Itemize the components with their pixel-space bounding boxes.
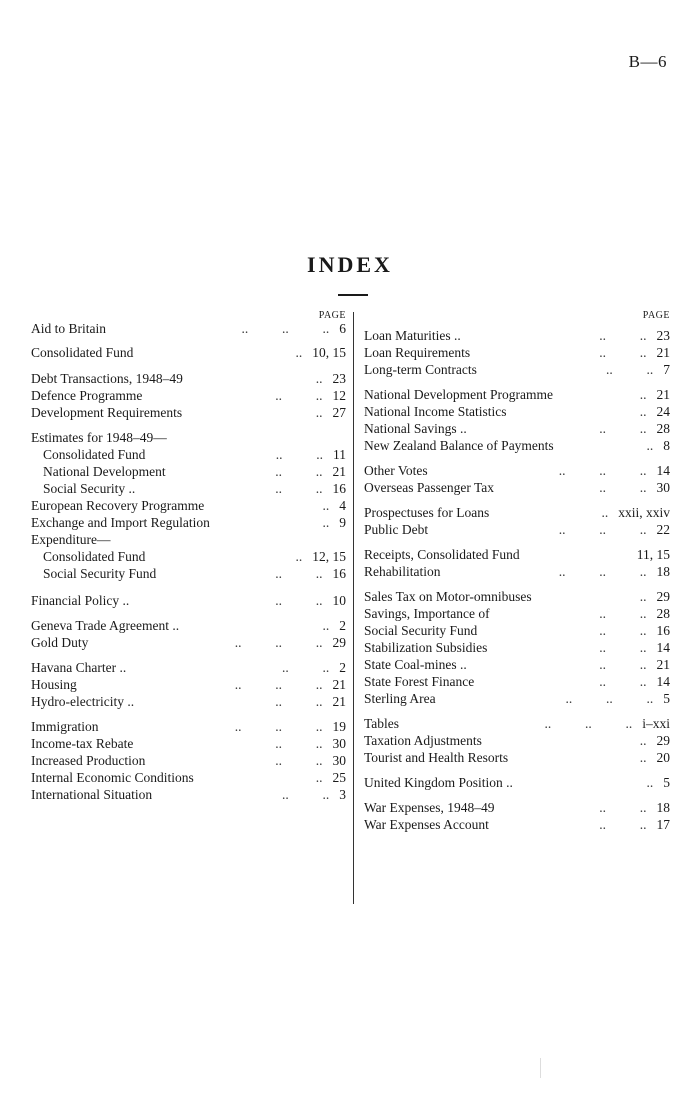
entry-label: Estimates for 1948–49— — [31, 430, 167, 445]
entry-page: xxii, xxiv — [618, 505, 670, 520]
entry-label: International Situation — [31, 787, 153, 802]
leader-dots: .. .. — [599, 328, 647, 343]
entry-page: 21 — [332, 694, 346, 709]
leader-dots: .. .. .. — [234, 635, 323, 650]
leader-dots: .. .. — [282, 660, 330, 675]
leader-dots: .. — [295, 345, 303, 360]
leader-dots: .. .. — [275, 447, 323, 462]
entry-label: United Kingdom Position .. — [364, 775, 513, 790]
index-entry — [364, 690, 670, 707]
page-title: INDEX — [307, 252, 393, 277]
index-entry — [31, 634, 346, 651]
entry-label: Income-tax Rebate — [31, 736, 134, 751]
index-entry — [31, 370, 346, 387]
index-entry — [31, 548, 346, 565]
index-entry — [364, 673, 670, 690]
entry-page: 11, 15 — [636, 547, 670, 562]
entry-label: Loan Maturities .. — [364, 328, 461, 343]
entry-page: 14 — [656, 674, 670, 689]
entry-page: 12, 15 — [312, 549, 346, 564]
index-entry — [364, 386, 670, 403]
entry-label: Social Security Fund — [364, 623, 478, 638]
entry-label: Consolidated Fund — [43, 447, 146, 462]
index-entry — [364, 521, 670, 538]
entry-page: 14 — [656, 463, 670, 478]
entry-label: State Forest Finance — [364, 674, 475, 689]
index-entry — [364, 715, 670, 732]
entry-label: Public Debt — [364, 522, 429, 537]
leader-dots: .. — [315, 371, 323, 386]
entry-label: National Development Programme — [364, 387, 553, 402]
entry-page: 23 — [656, 328, 670, 343]
leader-dots: .. .. .. — [234, 677, 323, 692]
index-entry — [31, 387, 346, 404]
index-entry — [364, 479, 670, 496]
entry-page: 21 — [656, 387, 670, 402]
entry-label: Other Votes — [364, 463, 428, 478]
entry-label: Tables — [364, 716, 400, 731]
column-divider — [353, 312, 354, 904]
leader-dots: .. .. .. — [565, 691, 654, 706]
entry-label: Hydro-electricity .. — [31, 694, 135, 709]
entry-label: War Expenses, 1948–49 — [364, 800, 495, 815]
entry-label: Debt Transactions, 1948–49 — [31, 371, 183, 386]
entry-page: 8 — [663, 438, 670, 453]
leader-dots: .. .. — [275, 694, 323, 709]
entry-label: Defence Programme — [31, 388, 143, 403]
entry-page: 16 — [656, 623, 670, 638]
page-number: B—6 — [628, 52, 667, 71]
entry-label: Sterling Area — [364, 691, 436, 706]
leader-dots: .. .. — [275, 753, 323, 768]
leader-dots: .. .. — [275, 736, 323, 751]
index-entry — [364, 437, 670, 454]
leader-dots: .. .. .. — [241, 321, 330, 336]
index-entry — [31, 718, 346, 735]
entry-label: Loan Requirements — [364, 345, 471, 360]
leader-dots: .. .. — [599, 623, 647, 638]
entry-page: 3 — [339, 787, 346, 802]
entry-label: Expenditure— — [31, 532, 111, 547]
entry-label: Social Security .. — [43, 481, 136, 496]
index-entry — [364, 749, 670, 766]
index-entry — [31, 786, 346, 803]
entry-label: Geneva Trade Agreement .. — [31, 618, 180, 633]
index-entry — [31, 514, 346, 531]
entry-page: 5 — [663, 775, 670, 790]
entry-label: Long-term Contracts — [364, 362, 477, 377]
entry-label: Taxation Adjustments — [364, 733, 482, 748]
index-entry — [31, 769, 346, 786]
entry-page: 18 — [656, 800, 670, 815]
entry-page: 28 — [656, 421, 670, 436]
entry-page: 2 — [339, 660, 346, 675]
index-entry — [31, 592, 346, 609]
entry-page: 6 — [339, 321, 346, 336]
index-entry — [31, 659, 346, 676]
leader-dots: .. .. — [275, 388, 323, 403]
left-page-heading: PAGE — [318, 310, 346, 321]
entry-label: Gold Duty — [31, 635, 89, 650]
leader-dots: .. .. — [275, 593, 323, 608]
leader-dots: .. — [646, 438, 654, 453]
leader-dots: .. — [315, 405, 323, 420]
leader-dots: .. .. — [599, 480, 647, 495]
scan-mark — [540, 1058, 541, 1078]
entry-label: Increased Production — [31, 753, 146, 768]
leader-dots: .. — [322, 618, 330, 633]
entry-label: Financial Policy .. — [31, 593, 130, 608]
index-entry — [364, 816, 670, 833]
index-entry — [364, 639, 670, 656]
entry-page: 18 — [656, 564, 670, 579]
entry-page: 21 — [332, 464, 346, 479]
entry-label: Tourist and Health Resorts — [364, 750, 509, 765]
entry-page: 21 — [656, 345, 670, 360]
entry-label: Immigration — [31, 719, 99, 734]
entry-page: 30 — [332, 753, 346, 768]
index-entry — [31, 429, 346, 446]
index-entry — [31, 676, 346, 693]
index-entry — [31, 735, 346, 752]
index-entry — [364, 774, 670, 791]
leader-dots: .. .. — [599, 800, 647, 815]
entry-page: 12 — [332, 388, 346, 403]
index-entry — [31, 693, 346, 710]
leader-dots: .. .. — [599, 345, 647, 360]
entry-label: National Development — [43, 464, 166, 479]
index-entry — [364, 563, 670, 580]
entry-page: 16 — [332, 566, 346, 581]
entry-label: Rehabilitation — [364, 564, 441, 579]
index-entry — [31, 531, 346, 548]
entry-label: Overseas Passenger Tax — [364, 480, 495, 495]
entry-page: 10, 15 — [312, 345, 346, 360]
leader-dots: .. — [322, 515, 330, 530]
index-entry — [31, 497, 346, 514]
leader-dots: .. .. — [599, 606, 647, 621]
entry-page: 5 — [663, 691, 670, 706]
entry-page: 24 — [656, 404, 670, 419]
index-entry — [364, 361, 670, 378]
entry-page: 28 — [656, 606, 670, 621]
index-entry — [31, 344, 346, 361]
index-entry — [364, 403, 670, 420]
leader-dots: .. — [639, 404, 647, 419]
leader-dots: .. — [646, 775, 654, 790]
entry-label: Exchange and Import Regulation — [31, 515, 210, 530]
entry-page: 23 — [332, 371, 346, 386]
leader-dots: .. — [639, 733, 647, 748]
entry-page: 16 — [332, 481, 346, 496]
leader-dots: .. — [295, 549, 303, 564]
entry-page: 29 — [656, 733, 670, 748]
entry-page: 10 — [332, 593, 346, 608]
entry-label: Consolidated Fund — [31, 345, 134, 360]
index-entry — [364, 344, 670, 361]
index-entry — [364, 420, 670, 437]
index-entry — [31, 446, 346, 463]
entry-page: i–xxi — [642, 716, 670, 731]
leader-dots: .. .. — [275, 566, 323, 581]
entry-page: 11 — [333, 447, 346, 462]
leader-dots: .. .. .. — [558, 463, 647, 478]
entry-page: 30 — [332, 736, 346, 751]
entry-label: Aid to Britain — [31, 321, 106, 336]
leader-dots: .. — [639, 387, 647, 402]
entry-page: 21 — [332, 677, 346, 692]
leader-dots: .. — [639, 589, 647, 604]
entry-label: National Income Statistics — [364, 404, 507, 419]
entry-page: 9 — [339, 515, 346, 530]
entry-label: New Zealand Balance of Payments — [364, 438, 554, 453]
entry-label: Savings, Importance of — [364, 606, 490, 621]
entry-page: 2 — [339, 618, 346, 633]
index-entry — [364, 656, 670, 673]
entry-label: War Expenses Account — [364, 817, 489, 832]
entry-label: Receipts, Consolidated Fund — [364, 547, 520, 562]
entry-page: 17 — [656, 817, 670, 832]
index-entry — [364, 622, 670, 639]
leader-dots: .. .. .. — [234, 719, 323, 734]
index-entry — [364, 799, 670, 816]
leader-dots: .. .. — [599, 674, 647, 689]
entry-label: Sales Tax on Motor-omnibuses — [364, 589, 532, 604]
entry-label: Prospectuses for Loans — [364, 505, 490, 520]
entry-label: Social Security Fund — [43, 566, 157, 581]
index-entry — [364, 588, 670, 605]
entry-page: 21 — [656, 657, 670, 672]
index-entry — [31, 463, 346, 480]
leader-dots: .. — [322, 498, 330, 513]
title-rule — [338, 294, 368, 296]
entry-page: 7 — [663, 362, 670, 377]
index-entry — [364, 327, 670, 344]
entry-page: 20 — [656, 750, 670, 765]
index-entry — [364, 462, 670, 479]
entry-label: Housing — [31, 677, 77, 692]
entry-page: 25 — [332, 770, 346, 785]
index-entry — [364, 546, 670, 563]
leader-dots: .. — [315, 770, 323, 785]
index-entry — [364, 605, 670, 622]
right-page-heading: PAGE — [642, 310, 670, 321]
entry-page: 30 — [656, 480, 670, 495]
index-entry — [31, 752, 346, 769]
entry-label: National Savings .. — [364, 421, 467, 436]
entry-page: 22 — [656, 522, 670, 537]
entry-page: 27 — [332, 405, 346, 420]
leader-dots: .. .. — [599, 817, 647, 832]
entry-label: Development Requirements — [31, 405, 183, 420]
entry-label: Consolidated Fund — [43, 549, 146, 564]
entry-label: Internal Economic Conditions — [31, 770, 194, 785]
leader-dots: .. .. — [599, 657, 647, 672]
entry-page: 29 — [656, 589, 670, 604]
index-entry — [31, 320, 346, 337]
leader-dots: .. .. .. — [544, 716, 633, 731]
leader-dots: .. .. — [282, 787, 330, 802]
leader-dots: .. .. — [599, 421, 647, 436]
entry-label: Stabilization Subsidies — [364, 640, 488, 655]
index-entry — [364, 732, 670, 749]
leader-dots: .. .. — [599, 640, 647, 655]
leader-dots: .. .. — [606, 362, 654, 377]
entry-page: 19 — [332, 719, 346, 734]
entry-label: State Coal-mines .. — [364, 657, 467, 672]
entry-label: Havana Charter .. — [31, 660, 127, 675]
index-entry — [31, 565, 346, 582]
index-entry — [31, 480, 346, 497]
entry-label: European Recovery Programme — [31, 498, 205, 513]
leader-dots: .. .. — [275, 481, 323, 496]
entry-page: 4 — [339, 498, 346, 513]
index-entry — [31, 617, 346, 634]
leader-dots: .. .. — [275, 464, 323, 479]
entry-page: 29 — [332, 635, 346, 650]
index-entry — [364, 504, 670, 521]
leader-dots: .. — [639, 750, 647, 765]
leader-dots: .. — [601, 505, 609, 520]
leader-dots: .. .. .. — [558, 564, 647, 579]
entry-page: 14 — [656, 640, 670, 655]
leader-dots: .. .. .. — [558, 522, 647, 537]
index-entry — [31, 404, 346, 421]
